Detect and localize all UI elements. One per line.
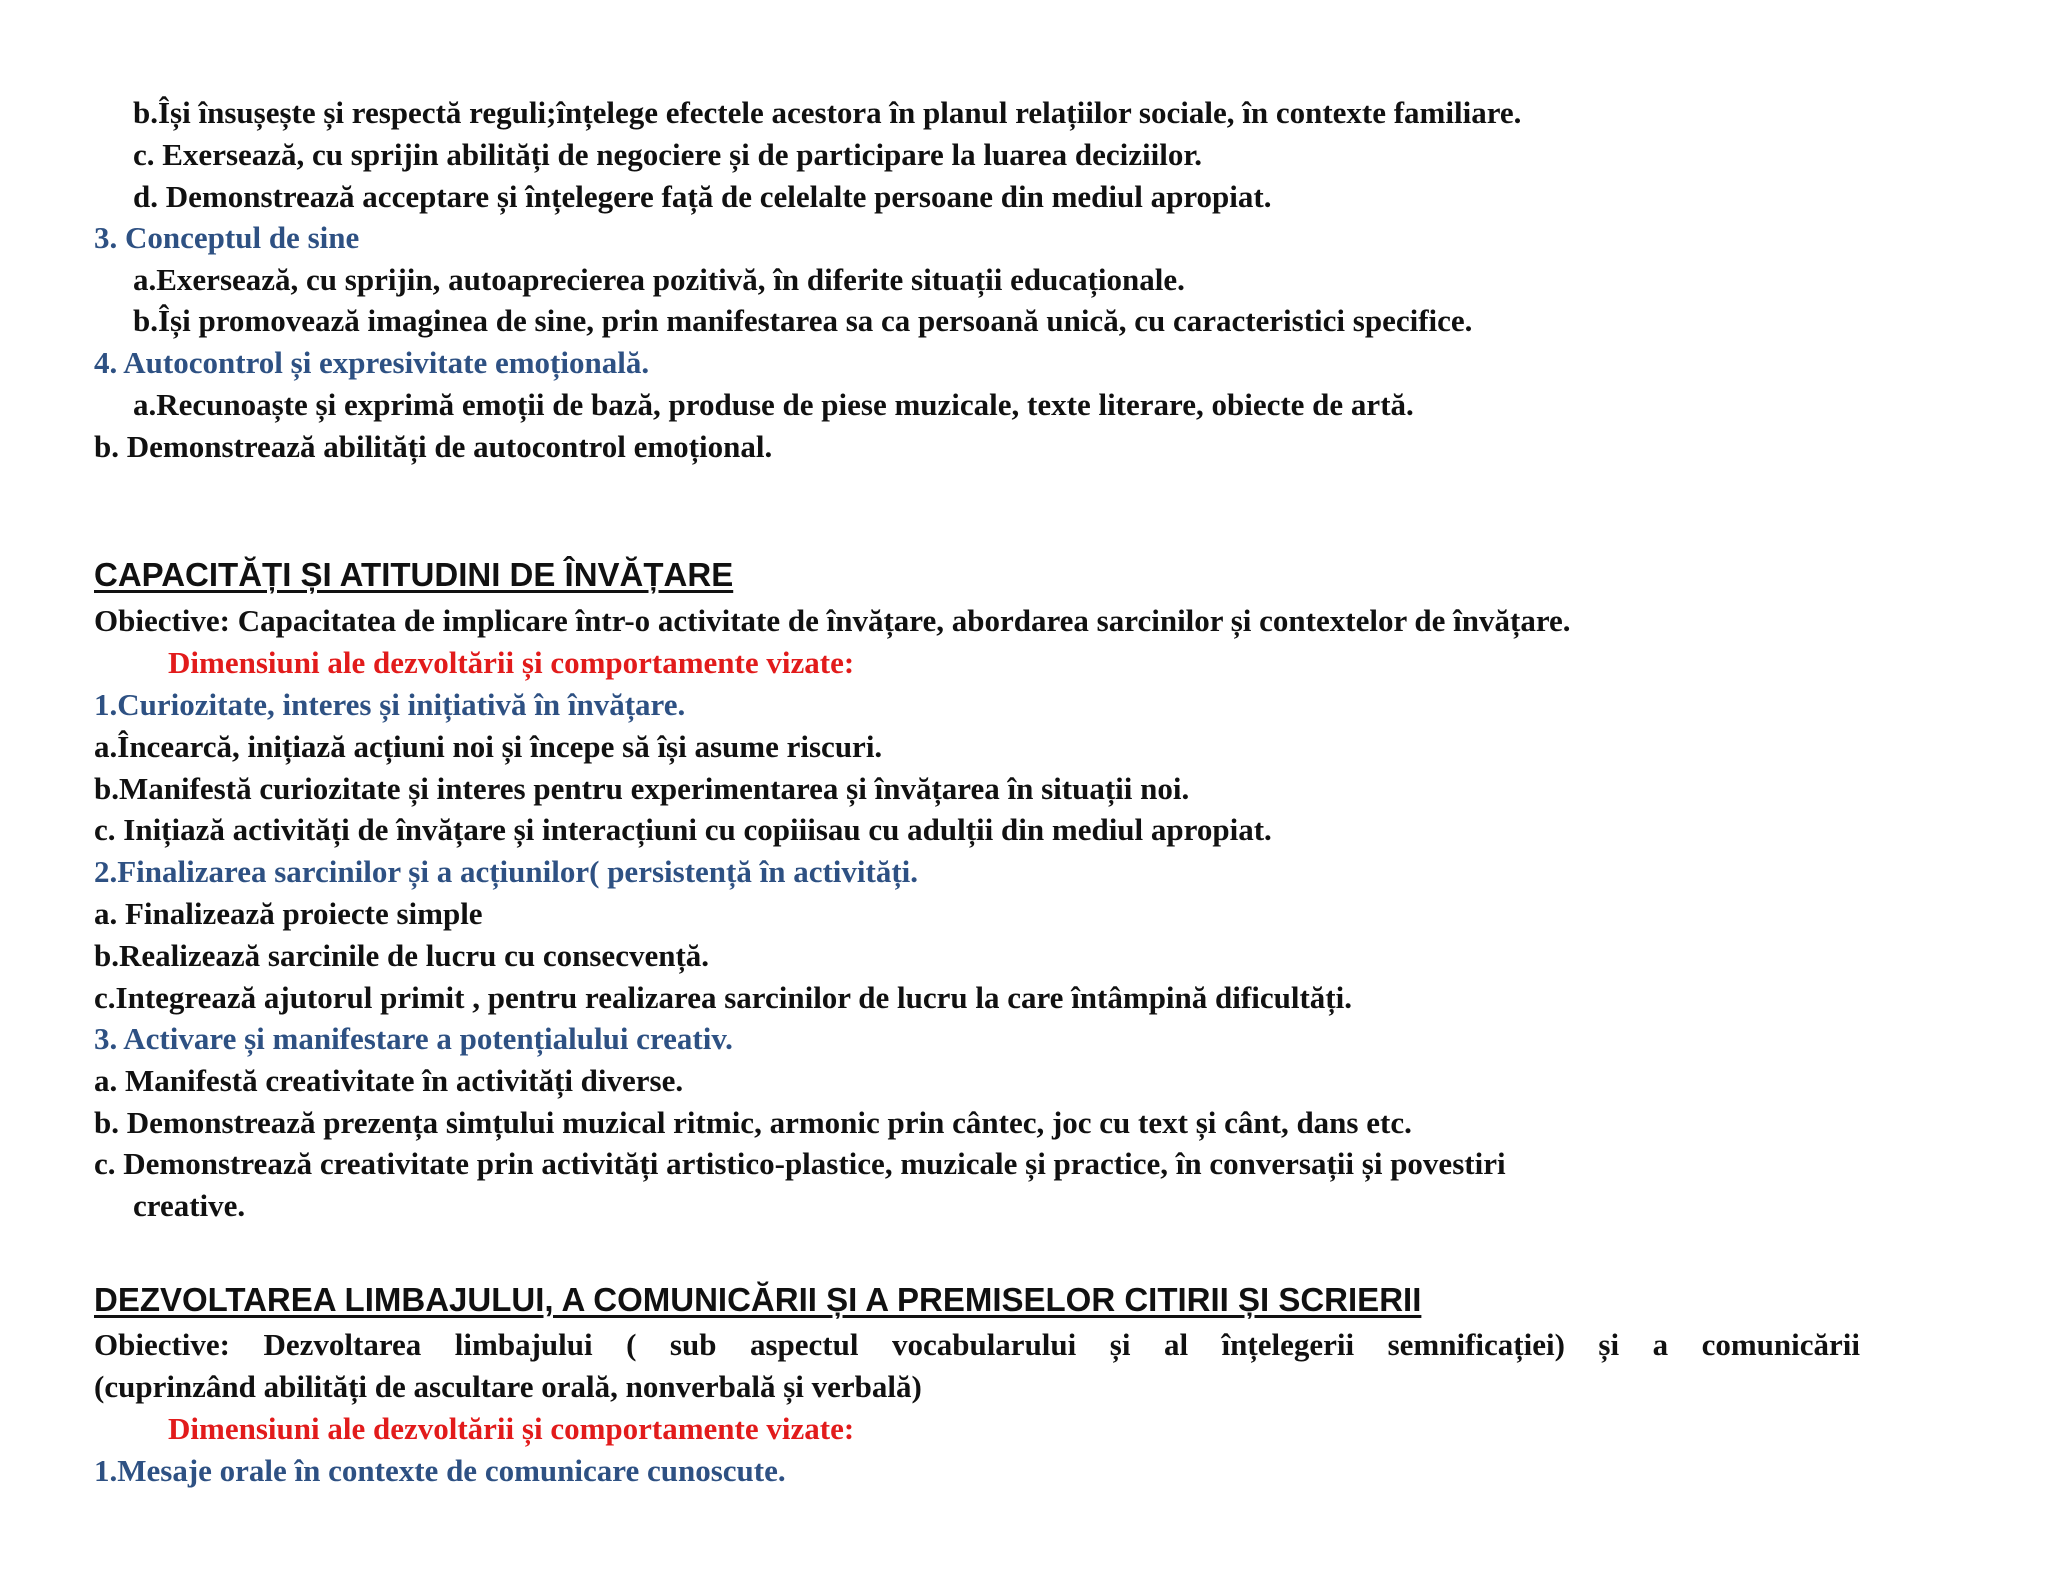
subsection-title-oral-messages: 1.Mesaje orale în contexte de comunicare cunoscute.: [94, 1453, 786, 1488]
section-heading-language: DEZVOLTAREA LIMBAJULUI, A COMUNICĂRII ȘI A PREMISELOR CITIRII ȘI SCRIERII: [94, 1281, 1422, 1318]
subsection-title-concept-of-self: 3. Conceptul de sine: [94, 220, 360, 255]
subsection-title-creativity: 3. Activare și manifestare a potențialului creativ.: [94, 1021, 733, 1056]
self-concept-item-a: a.Exersează, cu sprijin, autoaprecierea pozitivă, în diferite situații educaționale.: [133, 262, 1185, 297]
self-concept-item-b: b.Își promovează imaginea de sine, prin manifestarea sa ca persoană unică, cu caracteristici specifice.: [133, 303, 1473, 338]
curiosity-item-c: c. Inițiază activități de învățare și interacțiuni cu copiiisau cu adulții din mediul apropiat.: [94, 812, 1272, 847]
creativity-item-b: b. Demonstrează prezența simțului muzical ritmic, armonic prin cântec, joc cu text și cânt, dans etc.: [94, 1105, 1412, 1140]
section-heading-learning: CAPACITĂȚI ȘI ATITUDINI DE ÎNVĂȚARE: [94, 556, 734, 593]
subsection-title-curiosity: 1.Curiozitate, interes și inițiativă în învățare.: [94, 687, 686, 722]
creativity-item-a: a. Manifestă creativitate în activități diverse.: [94, 1063, 684, 1098]
language-dimensions-label: Dimensiuni ale dezvoltării și comportamente vizate:: [168, 1411, 855, 1446]
task-item-a: a. Finalizează proiecte simple: [94, 896, 483, 931]
task-item-c: c.Integrează ajutorul primit , pentru realizarea sarcinilor de lucru la care întâmpină dificultăți.: [94, 980, 1352, 1015]
self-control-item-b: b. Demonstrează abilități de autocontrol emoțional.: [94, 429, 773, 464]
subsection-title-self-control: 4. Autocontrol și expresivitate emoțională.: [94, 345, 650, 380]
learning-dimensions-label: Dimensiuni ale dezvoltării și comportamente vizate:: [168, 645, 855, 680]
curiosity-item-a: a.Încearcă, inițiază acțiuni noi și începe să își asume riscuri.: [94, 729, 883, 764]
task-item-b: b.Realizează sarcinile de lucru cu consecvență.: [94, 938, 710, 973]
creativity-item-c-continuation: creative.: [133, 1188, 246, 1223]
social-item-d: d. Demonstrează acceptare și înțelegere față de celelalte persoane din mediul apropiat.: [133, 179, 1272, 214]
social-item-b: b.Își însușește și respectă reguli;înțelege efectele acestora în planul relațiilor sociale, în contexte familiare.: [133, 95, 1522, 130]
language-objective-line2: (cuprinzând abilități de ascultare orală, nonverbală și verbală): [94, 1369, 922, 1404]
self-control-item-a: a.Recunoaște și exprimă emoții de bază, produse de piese muzicale, texte literare, obiecte de artă.: [133, 387, 1414, 422]
language-objective-line1: Obiective: Dezvoltarea limbajului ( sub aspectul vocabularului și al înțelegerii semnificației) și a comunicării: [94, 1327, 1860, 1362]
learning-objective: Obiective: Capacitatea de implicare într-o activitate de învățare, abordarea sarcinilor și contextelor de învățare.: [94, 603, 1571, 638]
subsection-title-task-completion: 2.Finalizarea sarcinilor și a acțiunilor( persistență în activități.: [94, 854, 919, 889]
social-item-c: c. Exersează, cu sprijin abilități de negociere și de participare la luarea deciziilor.: [133, 137, 1203, 172]
creativity-item-c: c. Demonstrează creativitate prin activități artistico-plastice, muzicale și practice, în conversații și povestiri: [94, 1146, 1506, 1181]
curiosity-item-b: b.Manifestă curiozitate și interes pentru experimentarea și învățarea în situații noi.: [94, 771, 1190, 806]
